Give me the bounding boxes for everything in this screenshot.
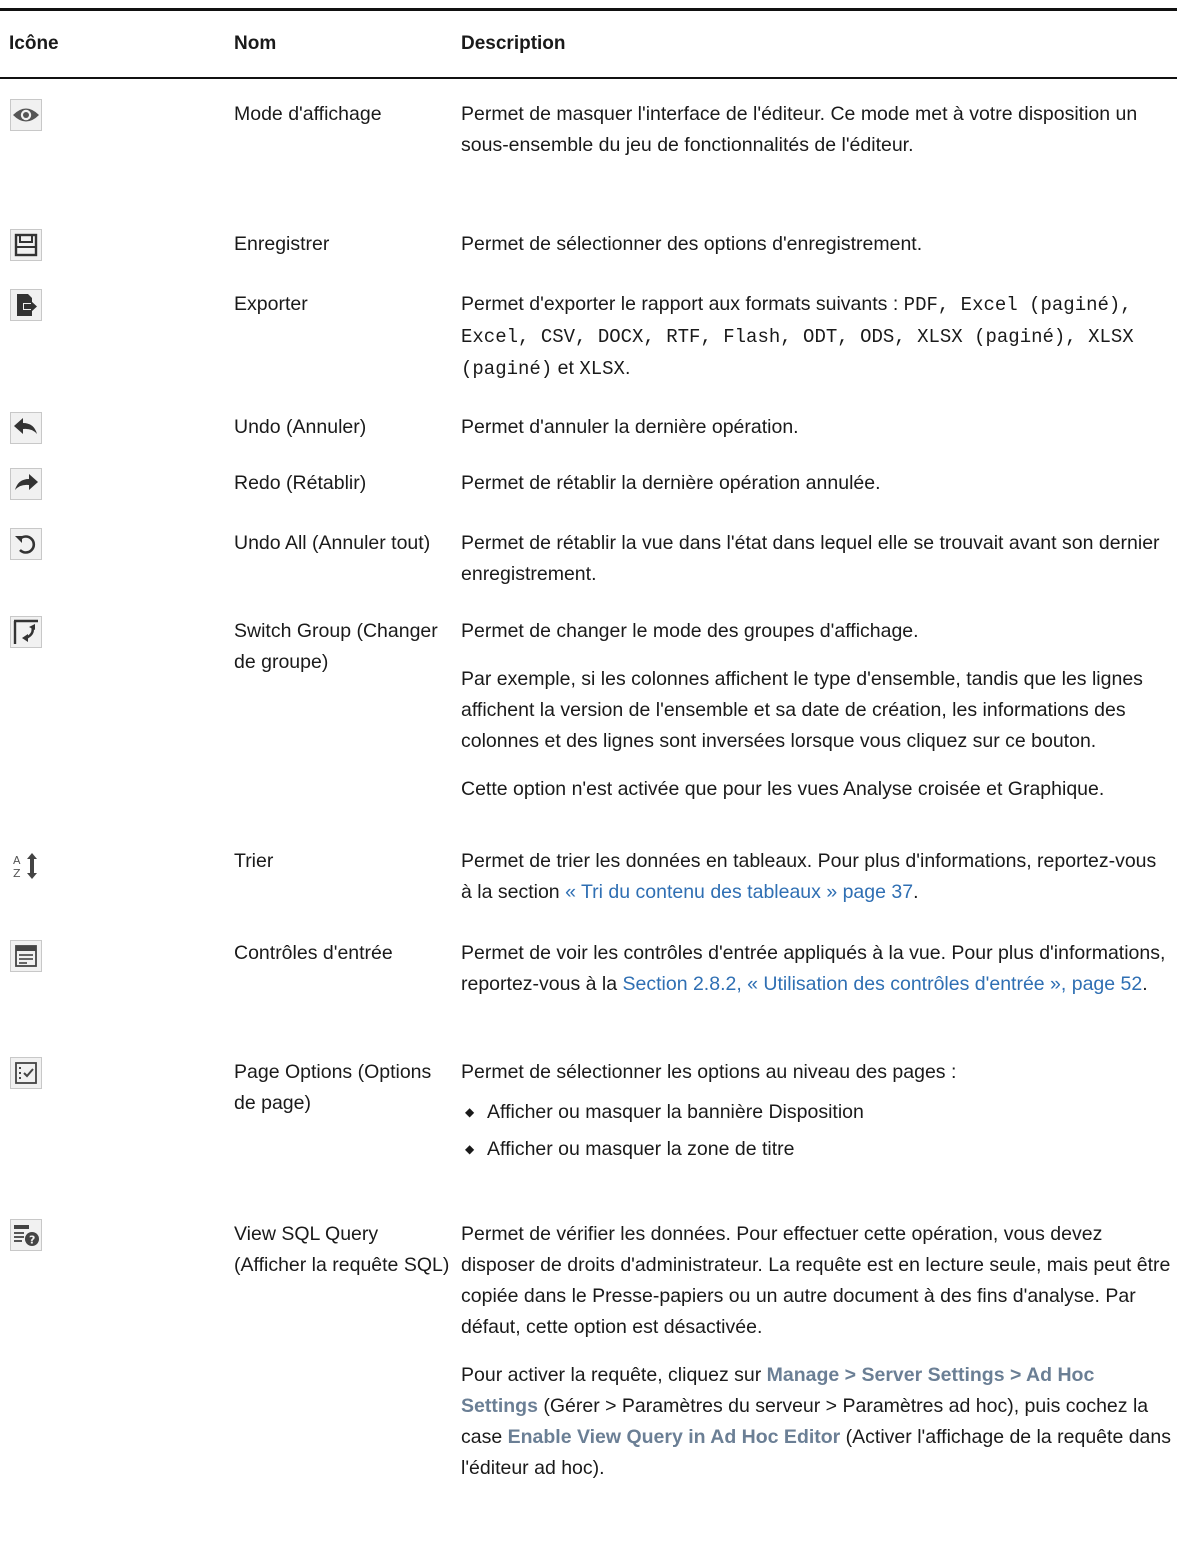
row-name: Mode d'affichage — [234, 103, 382, 125]
sort-section-link[interactable]: « Tri du contenu des tableaux » page 37 — [565, 881, 914, 903]
list-item: ◆ Afficher ou masquer la zone de titre — [461, 1134, 1172, 1165]
sort-icon — [10, 850, 42, 882]
switch-group-icon — [10, 616, 42, 648]
header-name: Nom — [234, 33, 277, 54]
table-row — [0, 1205, 1183, 1535]
row-description: Permet de masquer l'interface de l'éditeur. Ce mode met à votre disposition un sous-ensemble du jeu de fonctionnalités de l'éditeur. — [461, 103, 1138, 156]
input-controls-section-link[interactable]: Section 2.8.2, « Utilisation des contrôles d'entrée », page 52 — [622, 973, 1143, 995]
list-item: ◆ Afficher ou masquer la bannière Disposition — [461, 1097, 1172, 1128]
svg-text:?: ? — [29, 1233, 36, 1247]
switch-group-p3: Cette option n'est activée que pour les vues Analyse croisée et Graphique. — [461, 778, 1105, 800]
save-icon — [10, 229, 42, 261]
row-name: View SQL Query (Afficher la requête SQL) — [234, 1223, 450, 1276]
row-description — [452, 602, 1172, 832]
table-row — [0, 79, 1183, 213]
table-row — [0, 832, 1183, 924]
svg-text:Z: Z — [13, 867, 21, 880]
export-last-format: XLSX — [579, 358, 625, 380]
export-icon — [10, 289, 42, 321]
row-name: Enregistrer — [234, 233, 330, 255]
header-icon: Icône — [9, 33, 59, 54]
table-row — [0, 273, 1183, 398]
redo-icon — [10, 468, 42, 500]
table-row — [0, 924, 1183, 1043]
row-name: Undo All (Annuler tout) — [234, 532, 431, 554]
page-options-desc: Permet de sélectionner les options au niveau des pages : — [461, 1061, 957, 1083]
sql-query-p1: Permet de vérifier les données. Pour effectuer cette opération, vous devez disposer de droits d'administrateur. La requête est en lecture seule, mais peut être copiée dans le Presse-papiers ou un autre document à des fins d'analyse. Par défaut, cette option est désactivée. — [461, 1223, 1171, 1338]
input-controls-icon — [10, 940, 42, 972]
row-description — [452, 1205, 1172, 1535]
switch-group-p1: Permet de changer le mode des groupes d'affichage. — [461, 620, 919, 642]
header-description: Description — [461, 33, 566, 54]
table-row — [0, 398, 1183, 454]
row-description — [452, 273, 1172, 398]
sql-query-icon — [10, 1219, 42, 1251]
ad-hoc-settings-path: Manage > Server Settings > Ad Hoc Settings — [461, 1364, 1095, 1417]
row-name: Undo (Annuler) — [234, 416, 367, 438]
row-description: Permet de sélectionner des options d'enregistrement. — [461, 233, 923, 255]
row-description — [452, 832, 1172, 924]
table-row — [0, 512, 1183, 602]
row-description: Permet de rétablir la dernière opération annulée. — [461, 472, 881, 494]
row-description — [452, 924, 1172, 1043]
svg-text:A: A — [13, 854, 21, 867]
sort-desc-end: . — [913, 881, 919, 903]
export-formats: PDF, Excel (paginé), Excel, CSV, DOCX, RTF, Flash, ODT, ODS, XLSX (paginé), XLSX (paginé) — [461, 294, 1134, 380]
row-name: Page Options (Options de page) — [234, 1061, 432, 1114]
table-row — [0, 1043, 1183, 1205]
input-controls-desc-end: . — [1142, 973, 1148, 995]
sql-query-p2: Pour activer la requête, cliquez sur Manage > Server Settings > Ad Hoc Settings (Gérer > Paramètres du serveur > Paramètres ad hoc), puis cochez la case Enable View Query in Ad Hoc Editor (Activer l'affichage de la requête dans l'éditeur ad hoc). — [461, 1364, 1171, 1479]
undo-all-icon — [10, 528, 42, 560]
icon-table — [0, 8, 1183, 1535]
input-controls-desc-prefix: Permet de voir les contrôles d'entrée appliqués à la vue. Pour plus d'informations, reportez-vous à la — [461, 942, 1166, 995]
row-name: Exporter — [234, 293, 308, 315]
switch-group-p2: Par exemple, si les colonnes affichent le type d'ensemble, tandis que les lignes affichent la version de l'ensemble et sa date de création, les informations des colonnes et des lignes sont inversées lorsque vous cliquez sur ce bouton. — [461, 668, 1143, 752]
export-conj: et — [552, 357, 580, 379]
row-description: Permet de rétablir la vue dans l'état dans lequel elle se trouvait avant son dernier enregistrement. — [461, 532, 1160, 585]
page-options-icon — [10, 1057, 42, 1089]
eye-icon — [10, 99, 42, 131]
export-desc-prefix: Permet d'exporter le rapport aux formats suivants : — [461, 293, 904, 315]
undo-icon — [10, 412, 42, 444]
export-end: . — [624, 357, 631, 379]
row-name: Contrôles d'entrée — [234, 942, 393, 964]
bullet-icon: ◆ — [465, 1105, 475, 1119]
table-row — [0, 454, 1183, 512]
row-name: Redo (Rétablir) — [234, 472, 367, 494]
row-description: Permet d'annuler la dernière opération. — [461, 416, 799, 438]
row-name: Switch Group (Changer de groupe) — [234, 620, 438, 673]
sort-desc-prefix: Permet de trier les données en tableaux. Pour plus d'informations, reportez-vous à la section — [461, 850, 1157, 903]
table-header — [0, 11, 1183, 77]
row-description — [452, 1043, 1172, 1205]
row-name: Trier — [234, 850, 274, 872]
page-options-list — [461, 1097, 1172, 1165]
bullet-icon: ◆ — [465, 1142, 475, 1156]
enable-view-query-option: Enable View Query in Ad Hoc Editor — [507, 1426, 841, 1448]
table-row — [0, 213, 1183, 273]
table-row — [0, 602, 1183, 832]
